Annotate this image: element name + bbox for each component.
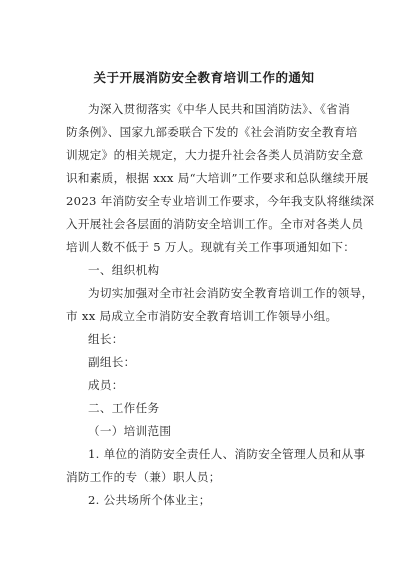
paragraph-line: 识和素质，根据 xxx 局“大培训”工作要求和总队继续开展	[66, 171, 369, 185]
role-label-deputy: 副组长：	[88, 355, 136, 369]
role-label-members: 成员：	[88, 378, 124, 392]
paragraph-line: 市 xx 局成立全市消防安全教育培训工作领导小组。	[66, 309, 338, 323]
role-label-leader: 组长：	[88, 332, 124, 346]
subsection-heading: （一）培训范围	[88, 424, 172, 438]
list-item-continuation: 消防工作的专（兼）职人员；	[66, 470, 221, 484]
section-heading: 二、工作任务	[88, 401, 160, 415]
list-item: 2. 公共场所个体业主；	[88, 493, 211, 507]
paragraph-line: 训规定》的相关规定，大力提升社会各类人员消防安全意	[66, 148, 364, 162]
paragraph-line: 培训人数不低于 5 万人。现就有关工作事项通知如下：	[66, 240, 356, 254]
section-heading: 一、组织机构	[88, 263, 160, 277]
paragraph-line: 入开展社会各层面的消防安全培训工作。全市对各类人员	[66, 217, 364, 231]
paragraph-line: 防条例》、国家九部委联合下发的《社会消防安全教育培	[66, 125, 358, 139]
paragraph-line: 2023 年消防安全专业培训工作要求，今年我支队将继续深	[66, 194, 375, 208]
list-item: 1. 单位的消防安全责任人、消防安全管理人员和从事	[88, 447, 366, 461]
paragraph-line: 为切实加强对全市社会消防安全教育培训工作的领导，	[88, 286, 374, 300]
paragraph-line: 为深入贯彻落实《中华人民共和国消防法》、《省消	[88, 102, 350, 116]
document-title: 关于开展消防安全教育培训工作的通知	[93, 70, 315, 85]
